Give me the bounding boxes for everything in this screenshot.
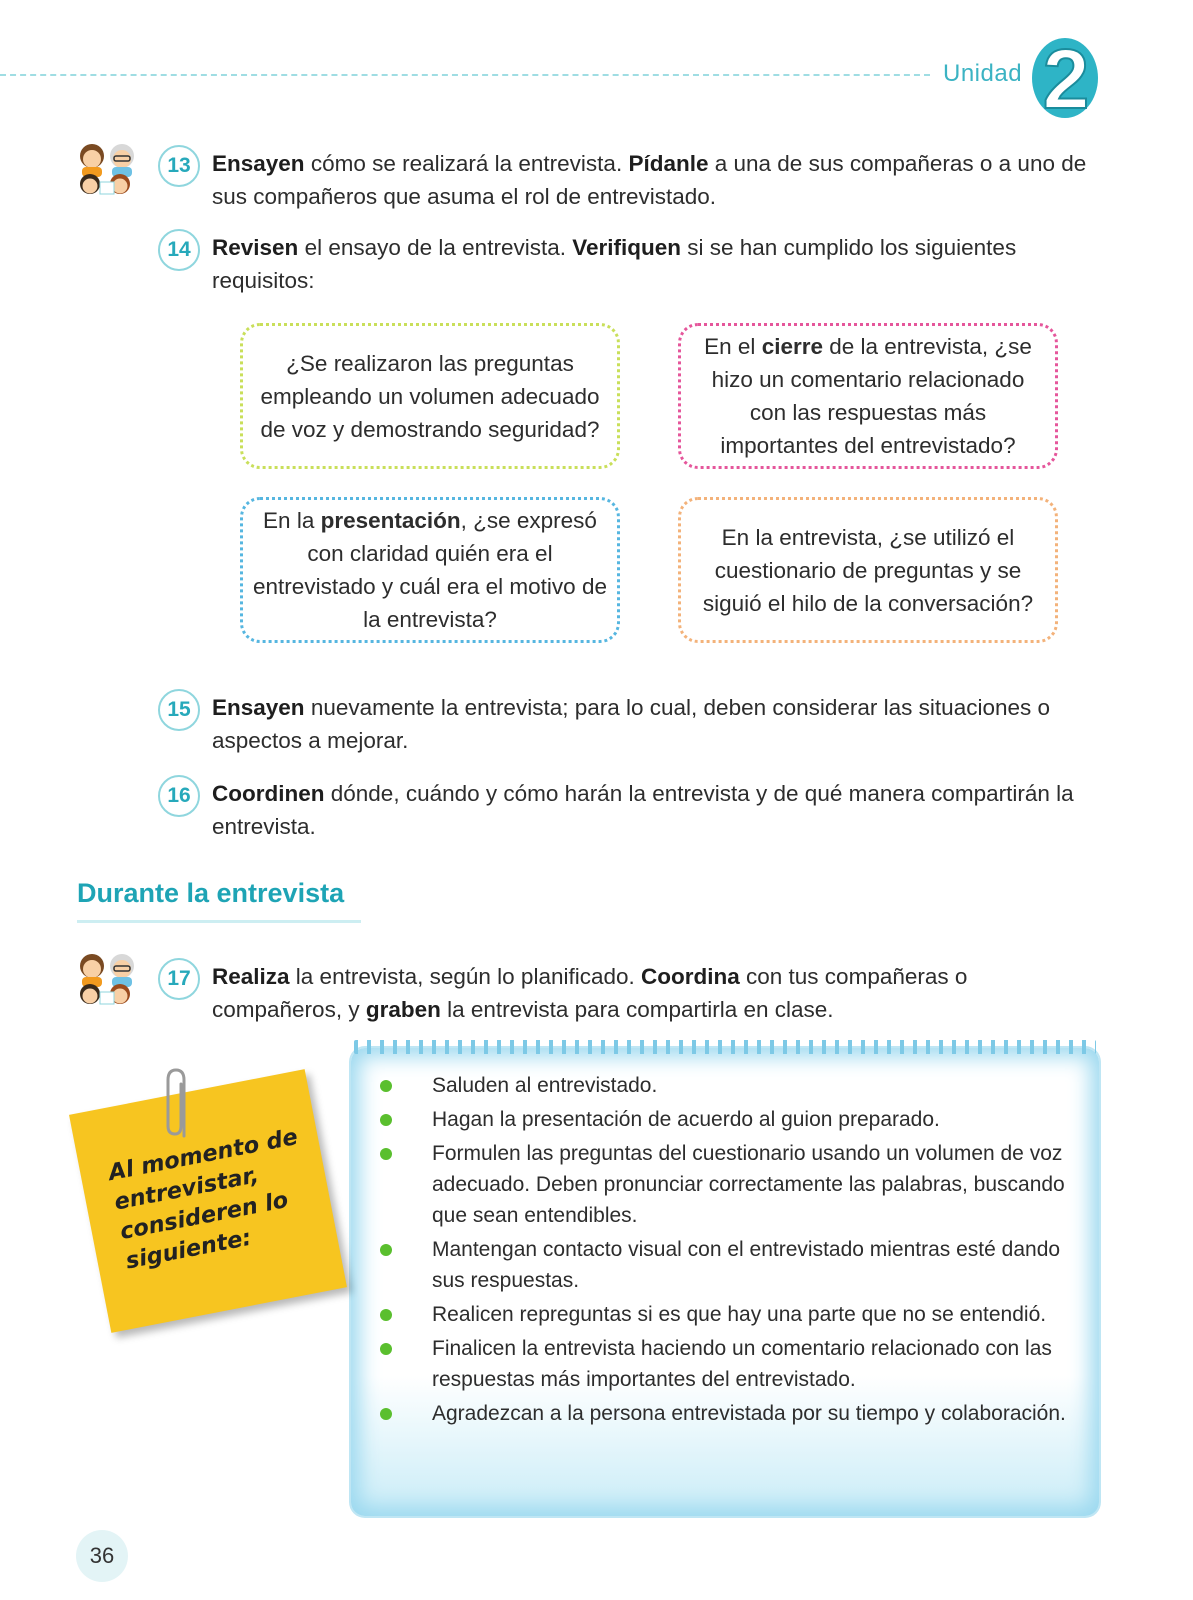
bullet-icon — [380, 1343, 392, 1355]
bullet-icon — [380, 1148, 392, 1160]
activity-text: Realiza la entrevista, según lo planificado. Coordina con tus compañeras o compañeros, y graben la entrevista para compartirla en clase. — [212, 964, 968, 1022]
checklist-box-presentation — [240, 497, 620, 643]
activity-number: 15 — [158, 689, 200, 731]
group-work-icon — [74, 140, 140, 200]
checklist-box-volume — [240, 323, 620, 469]
list-item: Finalicen la entrevista haciendo un comentario relacionado con las respuestas más importantes del entrevistado. — [380, 1333, 1080, 1395]
activity-text: Ensayen nuevamente la entrevista; para lo cual, deben considerar las situaciones o aspectos a mejorar. — [212, 695, 1051, 753]
group-work-icon — [74, 950, 140, 1010]
header-dashed-line — [0, 74, 930, 76]
activity-number: 13 — [158, 145, 200, 187]
page-number: 36 — [76, 1530, 128, 1582]
notebook-spiral — [354, 1040, 1096, 1054]
unit-number-badge — [1030, 34, 1100, 120]
checklist-box-closing — [678, 323, 1058, 469]
activity-text: Coordinen dónde, cuándo y cómo harán la entrevista y de qué manera compartirán la entrevista. — [212, 781, 1074, 839]
checklist-box-questionnaire — [678, 497, 1058, 643]
tips-list — [380, 1070, 1080, 1432]
unit-label: Unidad — [943, 60, 1023, 87]
list-item: Mantengan contacto visual con el entrevistado mientras esté dando sus respuestas. — [380, 1234, 1080, 1296]
section-underline — [77, 920, 361, 923]
checklist-text: ¿Se realizaron las preguntas empleando un volumen adecuado de voz y demostrando seguridad? — [260, 350, 600, 442]
list-item: Hagan la presentación de acuerdo al guion preparado. — [380, 1104, 1080, 1135]
bullet-icon — [380, 1114, 392, 1126]
sticky-note-text: Al momento de entrevistar, consideren lo siguiente: — [106, 1124, 300, 1275]
paperclip-icon — [160, 1066, 196, 1146]
section-title: Durante la entrevista — [77, 878, 345, 908]
sticky-note — [69, 1069, 347, 1333]
activity-text: Revisen el ensayo de la entrevista. Verifiquen si se han cumplido los siguientes requisitos: — [212, 235, 1017, 293]
activity-number: 14 — [158, 229, 200, 271]
unit-number: 2 — [1042, 34, 1090, 120]
bullet-icon — [380, 1408, 392, 1420]
activity-number: 17 — [158, 958, 200, 1000]
list-item: Realicen repreguntas si es que hay una parte que no se entendió. — [380, 1299, 1080, 1330]
bullet-icon — [380, 1309, 392, 1321]
activity-number: 16 — [158, 775, 200, 817]
list-item: Formulen las preguntas del cuestionario usando un volumen de voz adecuado. Deben pronunciar correctamente las palabras, buscando que sean entendibles. — [380, 1138, 1080, 1231]
checklist-text: En la entrevista, ¿se utilizó el cuestionario de preguntas y se siguió el hilo de la conversación? — [702, 524, 1034, 616]
bullet-icon — [380, 1080, 392, 1092]
list-item: Agradezcan a la persona entrevistada por su tiempo y colaboración. — [380, 1398, 1080, 1429]
checklist-text: En la presentación, ¿se expresó con claridad quién era el entrevistado y cuál era el motivo de la entrevista? — [253, 508, 607, 632]
list-item: Saluden al entrevistado. — [380, 1070, 1080, 1101]
checklist-text: En el cierre de la entrevista, ¿se hizo un comentario relacionado con las respuestas más importantes del entrevistado? — [704, 334, 1032, 458]
bullet-icon — [380, 1244, 392, 1256]
activity-text: Ensayen cómo se realizará la entrevista. Pídanle a una de sus compañeras o a uno de sus compañeros que asuma el rol de entrevistado. — [212, 151, 1087, 209]
